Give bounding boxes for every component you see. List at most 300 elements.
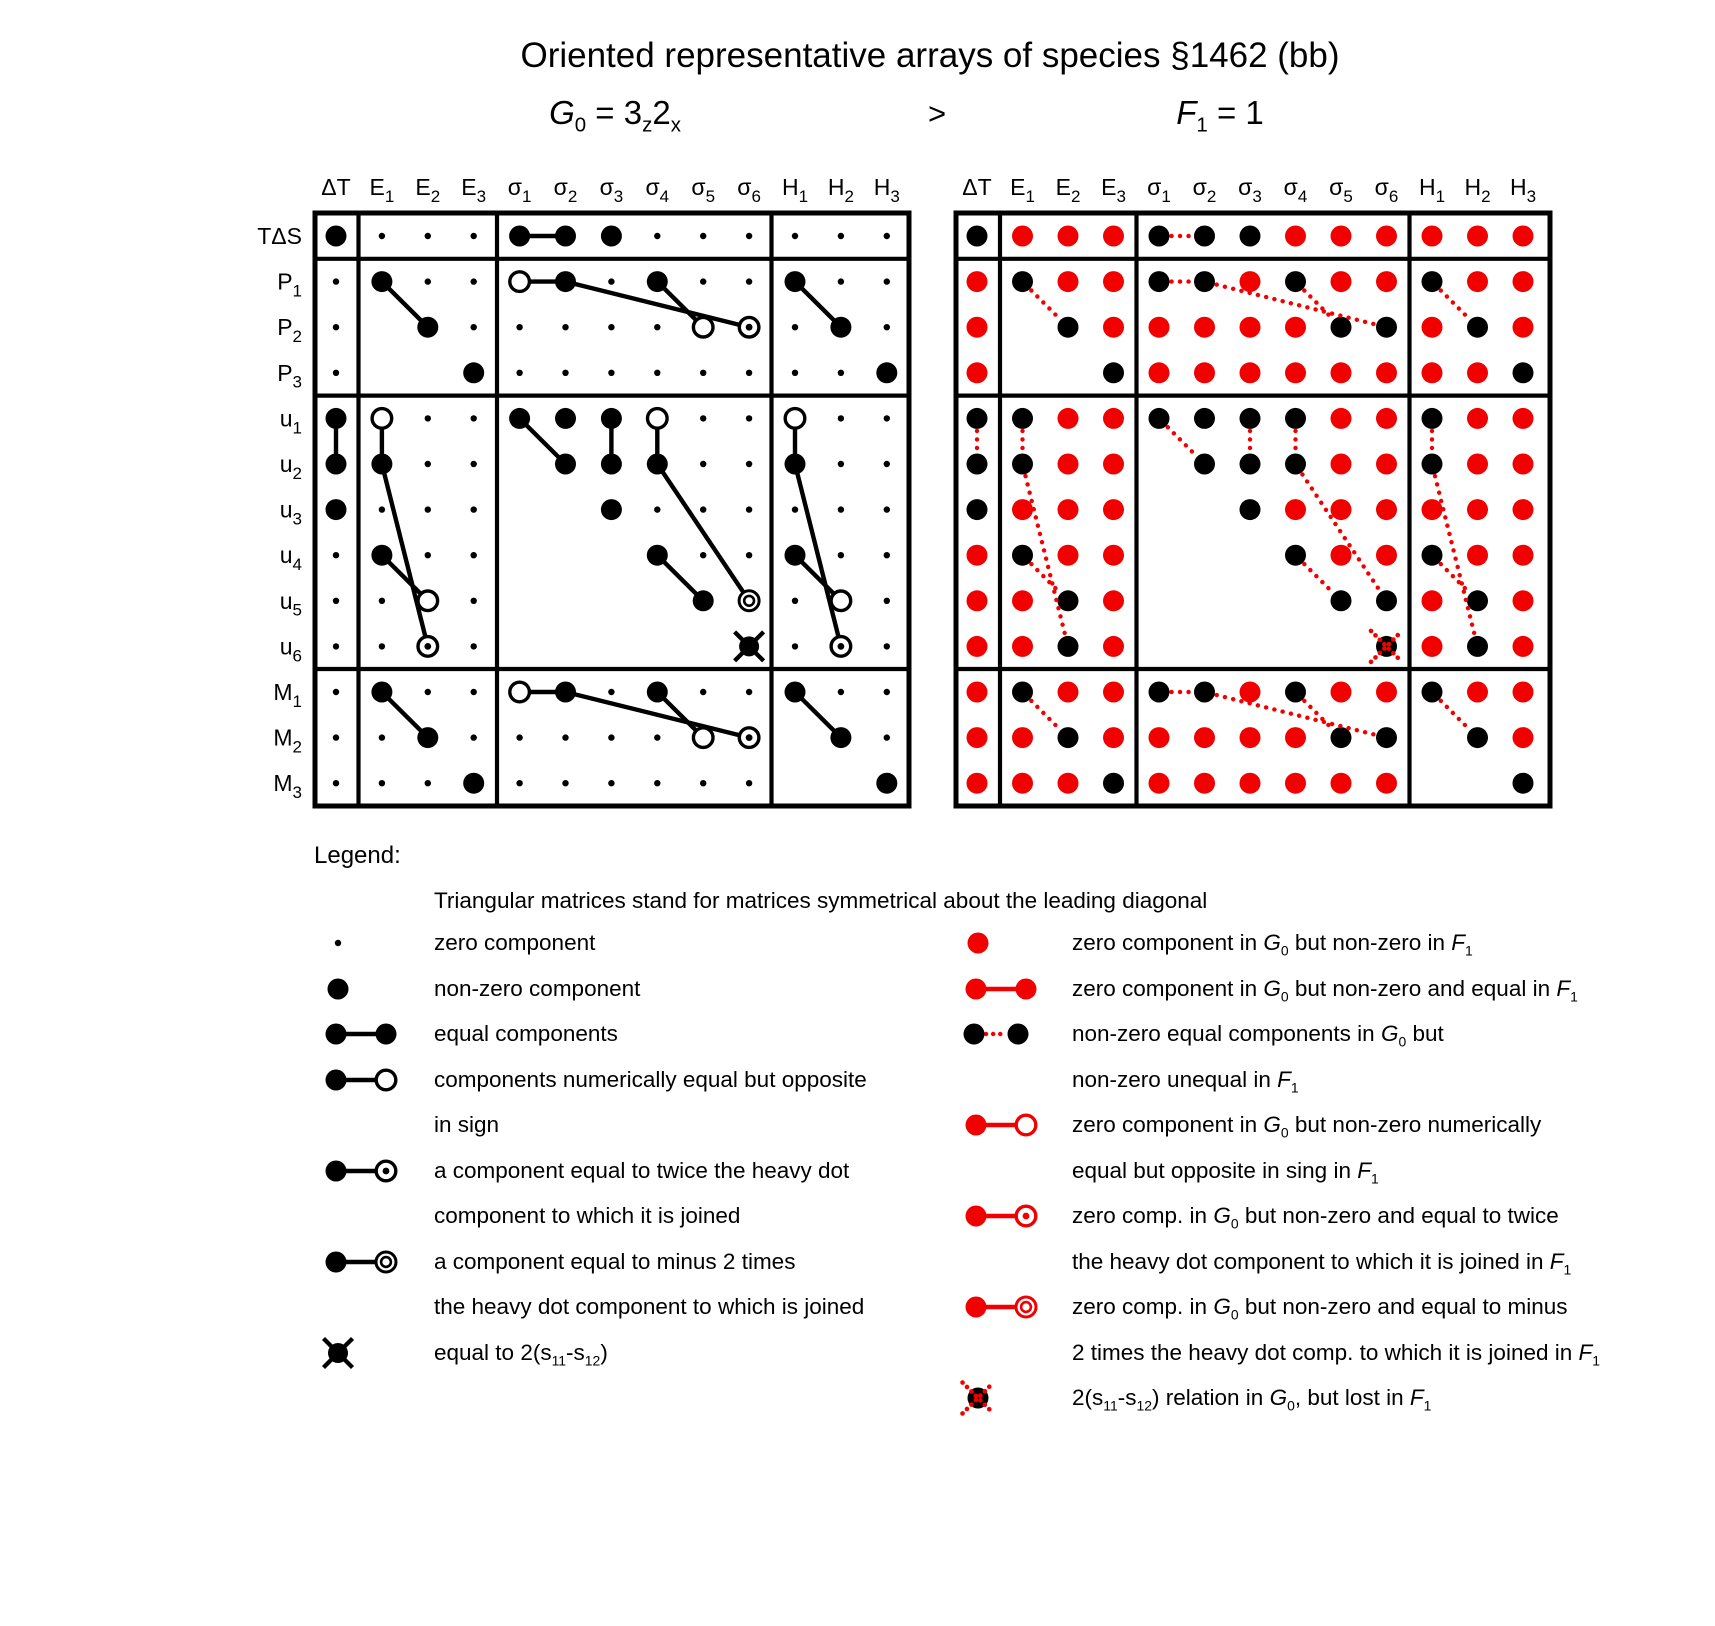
g0-cell-P2-s3 <box>608 324 614 330</box>
f1-cell-M1-s2 <box>1194 682 1215 703</box>
f1-cell-u2-s4 <box>1285 454 1306 475</box>
f1-cell-TDS-s2 <box>1194 226 1215 247</box>
f1-cell-P3-s4 <box>1285 362 1306 383</box>
g0-cell-u4-H1 <box>785 545 806 566</box>
row-label-u6: $u_6$ <box>279 633 302 666</box>
g0-cell-P1-DT <box>333 278 339 284</box>
g0-cell-u5-E1 <box>379 598 385 604</box>
g0-cell-u4-s6 <box>746 552 752 558</box>
f1-cell-M3-E2 <box>1058 773 1079 794</box>
legend-right-item-1-line-0: zero component in $G_0$ but non-zero and equal in $F_1$ <box>1072 975 1578 1004</box>
f1-cell-u6-E2 <box>1058 636 1079 657</box>
g0-cell-P2-s4 <box>654 324 660 330</box>
f1-cell-u2-s5 <box>1331 454 1352 475</box>
g0-col-label-s5: $\sigma_5$ <box>691 174 716 206</box>
f1-cell-u5-H1 <box>1422 590 1443 611</box>
g0-cell-u4-E3 <box>471 552 477 558</box>
g0-cell-u2-s5 <box>700 461 706 467</box>
row-label-u1: $u_1$ <box>279 405 302 438</box>
a <box>326 1251 347 1272</box>
g0-cell-M2-H3 <box>884 734 890 740</box>
g0-cell-u3-E1 <box>379 506 385 512</box>
f1-cell-M1-E2 <box>1058 682 1079 703</box>
f1-link-10 <box>1168 427 1196 455</box>
f1-cell-TDS-H3 <box>1513 226 1534 247</box>
f1-col-label-s3: $\sigma_3$ <box>1238 174 1262 206</box>
g0-cell-TDS-s4 <box>654 233 660 239</box>
g0-cell-u5-H2 <box>831 591 851 611</box>
g0-cell-u6-E2 <box>418 637 438 657</box>
f1-cell-P2-s3 <box>1240 317 1261 338</box>
g0-cell-u6-E1 <box>379 643 385 649</box>
legend-left-item-1-line-0: non-zero component <box>434 975 641 1001</box>
f1-cell-M2-H2 <box>1467 727 1488 748</box>
f1-cell-u2-E1 <box>1012 454 1033 475</box>
subtitle-f1: $F_1 = 1$ <box>1176 94 1264 137</box>
f1-cell-P3-s1 <box>1149 362 1170 383</box>
b <box>376 1070 396 1090</box>
f1-cell-TDS-E2 <box>1058 226 1079 247</box>
f1-cell-TDS-E3 <box>1103 226 1124 247</box>
g0-cell-u6-H2 <box>831 637 851 657</box>
sym <box>963 1383 994 1414</box>
g0-cell-u1-H3 <box>884 415 890 421</box>
f1-cell-M2-E2 <box>1058 727 1079 748</box>
g0-cell-P3-s4 <box>654 370 660 376</box>
g0-cell-P2-s2 <box>562 324 568 330</box>
a <box>326 1160 347 1181</box>
f1-col-label-E3: $E_3$ <box>1101 174 1126 206</box>
sym <box>324 1338 353 1367</box>
g0-cell-M2-DT <box>333 734 339 740</box>
g0-cell-M2-s1 <box>516 734 522 740</box>
legend-right-symbol-red-heavy-dot <box>958 923 1044 963</box>
f1-cell-P3-H3 <box>1513 362 1534 383</box>
g0-cell-u2-s6 <box>746 461 752 467</box>
f1-cell-u1-s6 <box>1376 408 1397 429</box>
f1-cell-P2-H2 <box>1467 317 1488 338</box>
g0-cell-u1-E1 <box>372 409 392 429</box>
f1-link-4 <box>1304 290 1332 318</box>
subtitle-g0: $G_0 = 3_z2_x$ <box>549 94 681 137</box>
g0-cell-u2-E2 <box>425 461 431 467</box>
g0-cell-TDS-s1 <box>509 226 530 247</box>
f1-cell-u1-s4 <box>1285 408 1306 429</box>
g0-cell-u4-H3 <box>884 552 890 558</box>
g0-matrix <box>257 174 909 806</box>
f1-cell-M1-s3 <box>1240 682 1261 703</box>
g0-cell-u6-H1 <box>792 643 798 649</box>
g0-cell-TDS-s6 <box>746 233 752 239</box>
b <box>1016 978 1037 999</box>
f1-cell-u2-H3 <box>1513 454 1534 475</box>
f1-cell-M3-s6 <box>1376 773 1397 794</box>
g0-cell-P3-s1 <box>516 370 522 376</box>
legend-right-item-2-line-0: non-zero equal components in $G_0$ but <box>1072 1021 1444 1050</box>
f1-cell-u5-s5 <box>1331 590 1352 611</box>
g0-cell-u4-DT <box>333 552 339 558</box>
a <box>326 1024 347 1045</box>
f1-cell-u6-E1 <box>1012 636 1033 657</box>
legend-heading: Legend: <box>314 842 401 869</box>
legend-right-symbol-red-pair-twice <box>958 1196 1044 1236</box>
g0-cell-u2-E3 <box>471 461 477 467</box>
f1-col-label-s5: $\sigma_5$ <box>1329 174 1353 206</box>
legend-right-symbol-lost-cross-dot <box>958 1378 1044 1418</box>
f1-cell-u6-s6 <box>1371 631 1402 662</box>
g0-cell-u3-E2 <box>425 506 431 512</box>
f1-cell-u1-s2 <box>1194 408 1215 429</box>
g0-cell-u5-s5 <box>693 590 714 611</box>
g0-cell-P1-s2 <box>555 271 576 292</box>
legend-left-symbol-heavy-dot <box>318 969 404 1009</box>
row-label-M2: $M_2$ <box>273 724 302 757</box>
f1-cell-u4-E2 <box>1058 545 1079 566</box>
f1-cell-M3-H3 <box>1513 773 1534 794</box>
g0-cell-u2-s4 <box>647 454 668 475</box>
f1-cell-P1-H2 <box>1467 271 1488 292</box>
g0-col-label-H3: $H_3$ <box>873 174 900 206</box>
f1-cell-P3-DT <box>967 362 988 383</box>
g0-cell-u2-H2 <box>838 461 844 467</box>
f1-cell-u3-s3 <box>1240 499 1261 520</box>
g0-cell-P3-s6 <box>746 370 752 376</box>
f1-cell-P3-s5 <box>1331 362 1352 383</box>
f1-col-label-E1: $E_1$ <box>1010 174 1035 206</box>
g0-cell-P2-s1 <box>516 324 522 330</box>
f1-cell-u2-E2 <box>1058 454 1079 475</box>
f1-cell-M3-s5 <box>1331 773 1352 794</box>
b <box>1016 1206 1036 1226</box>
f1-cell-M1-DT <box>967 682 988 703</box>
f1-cell-M3-E1 <box>1012 773 1033 794</box>
g0-cell-M3-s4 <box>654 780 660 786</box>
f1-link-14 <box>1304 564 1332 592</box>
g0-cell-u3-DT <box>326 499 347 520</box>
f1-cell-u6-H3 <box>1513 636 1534 657</box>
f1-link-1 <box>1031 290 1059 318</box>
comparator-greater-than: > <box>927 96 947 131</box>
legend-left-item-2-line-0: equal components <box>434 1021 618 1046</box>
f1-cell-P2-s1 <box>1149 317 1170 338</box>
g0-cell-M1-s6 <box>746 689 752 695</box>
f1-cell-P1-H3 <box>1513 271 1534 292</box>
g0-cell-P3-s2 <box>562 370 568 376</box>
f1-cell-u2-H1 <box>1422 454 1443 475</box>
f1-col-label-DT: ΔT <box>962 174 992 200</box>
f1-cell-P3-E3 <box>1103 362 1124 383</box>
g0-cell-M1-s3 <box>608 689 614 695</box>
row-label-M3: $M_3$ <box>273 770 302 803</box>
legend-right-symbol-red-pair-minus-two <box>958 1287 1044 1327</box>
f1-cell-u2-s2 <box>1194 454 1215 475</box>
f1-cell-P3-s2 <box>1194 362 1215 383</box>
f1-cell-M1-H2 <box>1467 682 1488 703</box>
b <box>1016 1297 1036 1317</box>
legend-left-symbol-zero-dot <box>318 923 404 963</box>
g0-cell-u1-s1 <box>509 408 530 429</box>
g0-link-13 <box>657 464 749 601</box>
g0-cell-M2-E1 <box>379 734 385 740</box>
f1-cell-P1-E2 <box>1058 271 1079 292</box>
f1-cell-M3-s4 <box>1285 773 1306 794</box>
g0-cell-TDS-H1 <box>792 233 798 239</box>
f1-cell-u1-E3 <box>1103 408 1124 429</box>
f1-link-9 <box>1031 564 1059 592</box>
page-title: Oriented representative arrays of species §1462 (bb) <box>520 36 1340 75</box>
g0-cell-TDS-s2 <box>555 226 576 247</box>
g0-cell-M3-DT <box>333 780 339 786</box>
g0-cell-M2-s6 <box>739 728 759 748</box>
g0-cell-M3-E1 <box>379 780 385 786</box>
g0-cell-u3-H3 <box>884 506 890 512</box>
f1-cell-u3-H3 <box>1513 499 1534 520</box>
g0-cell-M3-s6 <box>746 780 752 786</box>
f1-cell-P2-DT <box>967 317 988 338</box>
g0-cell-P3-H3 <box>876 362 897 383</box>
legend-right-item-3-line-1: equal but opposite in sing in $F_1$ <box>1072 1157 1379 1186</box>
f1-cell-u3-E3 <box>1103 499 1124 520</box>
g0-cell-u1-E3 <box>471 415 477 421</box>
legend-left-symbol-pair-opposite <box>318 1060 404 1100</box>
f1-cell-M3-s3 <box>1240 773 1261 794</box>
f1-col-label-s4: $\sigma_4$ <box>1283 174 1308 206</box>
g0-cell-M2-s3 <box>608 734 614 740</box>
g0-cell-u2-H3 <box>884 461 890 467</box>
f1-link-22 <box>1441 701 1469 729</box>
f1-cell-u4-H3 <box>1513 545 1534 566</box>
g0-cell-P3-E3 <box>463 362 484 383</box>
f1-cell-u1-s5 <box>1331 408 1352 429</box>
f1-cell-u1-DT <box>967 408 988 429</box>
g0-col-label-s2: $\sigma_2$ <box>553 174 578 206</box>
g0-cell-M2-H2 <box>830 727 851 748</box>
g0-cell-P1-H2 <box>838 278 844 284</box>
f1-link-13 <box>1302 474 1379 590</box>
f1-cell-M1-s5 <box>1331 682 1352 703</box>
g0-cell-u3-s3 <box>601 499 622 520</box>
g0-cell-u1-DT <box>326 408 347 429</box>
g0-cell-u2-s2 <box>555 454 576 475</box>
g0-cell-u3-H1 <box>792 506 798 512</box>
g0-col-label-s4: $\sigma_4$ <box>645 174 670 206</box>
g0-cell-P2-s6 <box>739 317 759 337</box>
g0-cell-u3-E3 <box>471 506 477 512</box>
g0-cell-TDS-s3 <box>601 226 622 247</box>
g0-cell-M3-s5 <box>700 780 706 786</box>
g0-cell-TDS-E1 <box>379 233 385 239</box>
g0-cell-M2-s4 <box>654 734 660 740</box>
g0-cell-TDS-s5 <box>700 233 706 239</box>
f1-cell-M3-s1 <box>1149 773 1170 794</box>
g0-col-label-H2: $H_2$ <box>827 174 854 206</box>
f1-col-label-s1: $\sigma_1$ <box>1147 174 1171 206</box>
g0-cell-P2-DT <box>333 324 339 330</box>
f1-cell-u4-s5 <box>1331 545 1352 566</box>
g0-cell-M1-s4 <box>647 682 668 703</box>
g0-cell-P1-E2 <box>425 278 431 284</box>
g0-cell-P3-H2 <box>838 370 844 376</box>
g0-cell-P1-s1 <box>510 272 530 292</box>
a <box>966 1206 987 1227</box>
g0-cell-P3-s3 <box>608 370 614 376</box>
f1-link-5 <box>1441 290 1469 318</box>
g0-col-label-E1: $E_1$ <box>369 174 395 206</box>
g0-cell-u2-s3 <box>601 454 622 475</box>
g0-cell-TDS-H2 <box>838 233 844 239</box>
g0-cell-M2-E2 <box>417 727 438 748</box>
f1-col-label-H1: $H_1$ <box>1418 174 1446 206</box>
f1-cell-u1-E1 <box>1012 408 1033 429</box>
g0-cell-u1-s5 <box>700 415 706 421</box>
f1-col-label-E2: $E_2$ <box>1055 174 1081 206</box>
legend-right-item-4-line-0: zero comp. in $G_0$ but non-zero and equal to twice <box>1072 1203 1559 1232</box>
f1-cell-P1-DT <box>967 271 988 292</box>
f1-cell-u1-H3 <box>1513 408 1534 429</box>
g0-cell-P3-s5 <box>700 370 706 376</box>
g0-cell-u5-E2 <box>418 591 438 611</box>
legend-left-item-6-line-0: equal to $2(s_{11}-s_{12})$ <box>434 1339 608 1368</box>
row-label-M1: $M_1$ <box>273 679 302 711</box>
legend-left-item-5-line-0: a component equal to minus 2 times <box>434 1248 796 1274</box>
sym <box>968 933 989 954</box>
g0-cell-M2-s5 <box>693 728 713 748</box>
g0-col-label-s1: $\sigma_1$ <box>507 174 532 206</box>
row-label-u3: $u_3$ <box>279 496 302 529</box>
g0-cell-M1-E1 <box>371 682 392 703</box>
g0-cell-u1-H1 <box>785 409 805 429</box>
g0-cell-u3-s4 <box>654 506 660 512</box>
f1-cell-M2-s4 <box>1285 727 1306 748</box>
f1-col-label-s2: $\sigma_2$ <box>1192 174 1217 206</box>
sym <box>335 940 341 946</box>
f1-cell-TDS-s6 <box>1376 226 1397 247</box>
g0-cell-M1-E2 <box>425 689 431 695</box>
f1-cell-u2-s6 <box>1376 454 1397 475</box>
f1-cell-u3-H1 <box>1422 499 1443 520</box>
sym <box>328 978 349 999</box>
legend-left-item-4-line-1: component to which it is joined <box>434 1203 741 1228</box>
g0-cell-P1-s3 <box>608 278 614 284</box>
legend-left-symbol-pair-minus-two <box>318 1242 404 1282</box>
f1-cell-TDS-E1 <box>1012 226 1033 247</box>
f1-cell-P2-E3 <box>1103 317 1124 338</box>
g0-cell-u1-E2 <box>425 415 431 421</box>
f1-cell-u2-H2 <box>1467 454 1488 475</box>
f1-cell-M1-H3 <box>1513 682 1534 703</box>
g0-cell-P3-DT <box>333 370 339 376</box>
f1-cell-u6-H2 <box>1467 636 1488 657</box>
g0-cell-M1-E3 <box>471 689 477 695</box>
legend-left-item-5-line-1: the heavy dot component to which is joined <box>434 1294 865 1319</box>
g0-col-label-H1: $H_1$ <box>781 174 809 206</box>
g0-cell-M2-s2 <box>562 734 568 740</box>
f1-cell-P2-s4 <box>1285 317 1306 338</box>
legend-right-symbol-black-pair-red-dotted <box>958 1014 1044 1054</box>
g0-cell-u3-H2 <box>838 506 844 512</box>
a <box>966 1115 987 1136</box>
f1-cell-P1-E3 <box>1103 271 1124 292</box>
f1-cell-u6-E3 <box>1103 636 1124 657</box>
f1-cell-TDS-DT <box>967 226 988 247</box>
f1-cell-u5-E3 <box>1103 590 1124 611</box>
row-label-P1: $P_1$ <box>277 268 302 301</box>
g0-cell-u4-E1 <box>371 545 392 566</box>
g0-cell-M1-H3 <box>884 689 890 695</box>
legend-right-item-6-line-0: $2(s_{11}-s_{12})$ relation in $G_0$, but lost in $F_1$ <box>1072 1385 1432 1414</box>
legend-left-item-3-line-0: components numerically equal but opposite <box>434 1066 867 1092</box>
g0-cell-P2-E3 <box>471 324 477 330</box>
g0-cell-M1-s2 <box>555 682 576 703</box>
g0-cell-P1-s6 <box>746 278 752 284</box>
f1-cell-P2-E2 <box>1058 317 1079 338</box>
f1-link-17 <box>1441 564 1469 592</box>
f1-col-label-H3: $H_3$ <box>1509 174 1537 206</box>
b <box>1016 1115 1036 1135</box>
g0-cell-M3-s2 <box>562 780 568 786</box>
g0-cell-P2-H3 <box>884 324 890 330</box>
f1-cell-P1-s1 <box>1149 271 1170 292</box>
f1-cell-M2-s3 <box>1240 727 1261 748</box>
legend-right-item-5-line-1: 2 times the heavy dot comp. to which it is joined in $F_1$ <box>1072 1339 1601 1368</box>
f1-cell-TDS-s4 <box>1285 226 1306 247</box>
g0-cell-P2-E2 <box>417 317 438 338</box>
g0-cell-P1-H1 <box>785 271 806 292</box>
f1-cell-M1-E3 <box>1103 682 1124 703</box>
f1-cell-u5-H3 <box>1513 590 1534 611</box>
legend-left-symbol-pair-twice <box>318 1151 404 1191</box>
f1-cell-u1-H2 <box>1467 408 1488 429</box>
a <box>966 1297 987 1318</box>
b <box>376 1161 396 1181</box>
f1-cell-TDS-s3 <box>1240 226 1261 247</box>
g0-cell-M2-E3 <box>471 734 477 740</box>
g0-cell-P1-s5 <box>700 278 706 284</box>
g0-cell-u1-s6 <box>746 415 752 421</box>
g0-cell-u2-E1 <box>371 454 392 475</box>
f1-cell-M3-E3 <box>1103 773 1124 794</box>
g0-cell-u1-s2 <box>555 408 576 429</box>
g0-cell-P2-H2 <box>830 317 851 338</box>
g0-col-label-DT: ΔT <box>321 174 351 200</box>
f1-cell-P2-s2 <box>1194 317 1215 338</box>
f1-cell-P3-s3 <box>1240 362 1261 383</box>
f1-cell-M2-s6 <box>1376 727 1397 748</box>
legend-right-item-4-line-1: the heavy dot component to which it is joined in $F_1$ <box>1072 1248 1572 1277</box>
g0-cell-u4-E2 <box>425 552 431 558</box>
f1-link-18 <box>1031 701 1059 729</box>
g0-cell-u4-s5 <box>700 552 706 558</box>
g0-col-label-s6: $\sigma_6$ <box>737 174 761 206</box>
legend-right-item-2-line-1: non-zero unequal in $F_1$ <box>1072 1066 1299 1095</box>
g0-cell-TDS-E2 <box>425 233 431 239</box>
f1-cell-M2-DT <box>967 727 988 748</box>
legend-right-item-0-line-0: zero component in $G_0$ but non-zero in $F_1$ <box>1072 930 1473 959</box>
g0-cell-u2-DT <box>326 454 347 475</box>
b <box>1008 1024 1029 1045</box>
f1-cell-P2-s6 <box>1376 317 1397 338</box>
g0-cell-P1-E3 <box>471 278 477 284</box>
f1-col-label-s6: $\sigma_6$ <box>1374 174 1399 206</box>
f1-cell-M1-s1 <box>1149 682 1170 703</box>
f1-cell-u2-s3 <box>1240 454 1261 475</box>
g0-cell-u6-H3 <box>884 643 890 649</box>
g0-cell-u1-s3 <box>601 408 622 429</box>
f1-cell-P1-s6 <box>1376 271 1397 292</box>
f1-cell-u3-s6 <box>1376 499 1397 520</box>
legend-left-item-3-line-1: in sign <box>434 1112 500 1137</box>
f1-cell-u3-H2 <box>1467 499 1488 520</box>
